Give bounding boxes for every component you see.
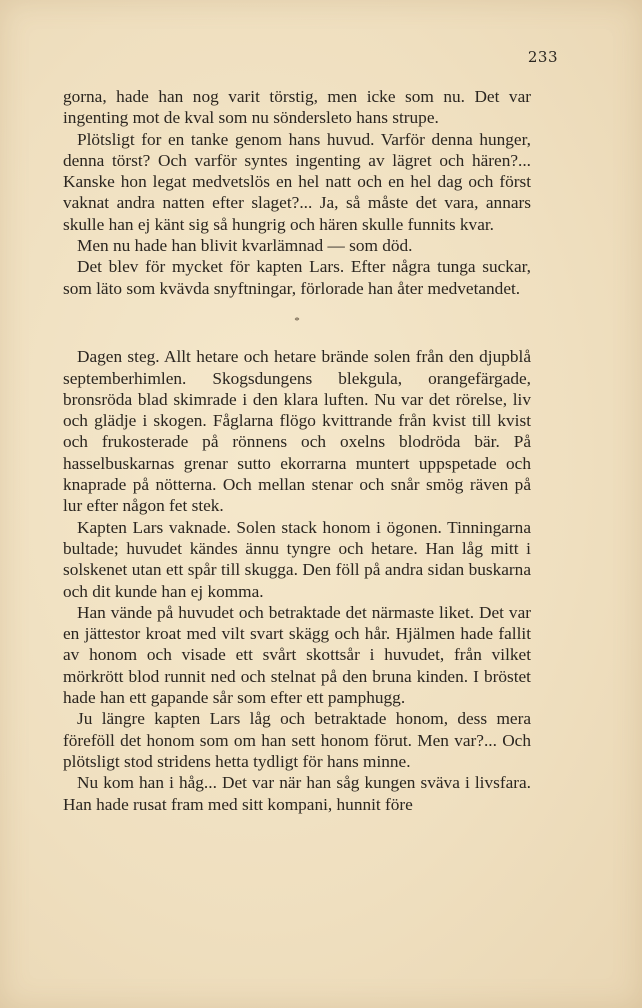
section-separator: * — [294, 314, 300, 327]
paragraph: Men nu hade han blivit kvarlämnad — som död. — [77, 236, 413, 256]
paragraph: Han vände på huvudet och betraktade det närmaste liket. Det var en jättestor kroat med vilt svart skägg och hår. Hjälmen hade fallit av honom och visade ett svårt skottsår i huvudet, från vilket mörkrött blod runnit ned och stelnat på den bruna kinden. I bröstet hade han ett gapande sår som efter ett pamphugg. — [63, 602, 531, 708]
paragraph: Ju längre kapten Lars låg och betraktade honom, dess mera föreföll det honom som om han sett honom förut. Men var?... Och plötsligt stod stridens hetta tydligt för hans minne. — [63, 709, 531, 771]
paragraph: Plötsligt for en tanke genom hans huvud. Varför denna hunger, denna törst? Och varför syntes ingenting av lägret och hären?... Kanske hon legat medvetslös en hel natt och en hel dag och först vaknat andra natten efter slaget?... Ja, så måste det vara, annars skulle han ej känt sig så hungrig och hären skulle funnits kvar. — [63, 129, 531, 234]
page-number: 233 — [527, 48, 558, 66]
paragraph: Dagen steg. Allt hetare och hetare brände solen från den djupblå septemberhimlen. Skogsdungens blekgula, orangefärgade, bronsröda blad skimrade i den klara luften. Nu var det rörelse, liv och glädje i skogen. Fåglarna flögo kvittrande från kvist till kvist och frukosterade på rönnens och oxelns blodröda bär. På hasselbuskarnas grenar sutto ekorrarna muntert uppspetade och knaprade på nötterna. Och mellan stenar och snår smög räven på lur efter någon fet stek. — [63, 347, 531, 516]
page-text — [63, 86, 531, 815]
paragraph: Nu kom han i håg... Det var när han såg kungen sväva i livsfara. Han hade rusat fram med sitt kompani, hunnit före — [63, 773, 531, 814]
paragraph: Kapten Lars vaknade. Solen stack honom i ögonen. Tinningarna bultade; huvudet kändes ännu tyngre och hetare. Han låg mitt i solskenet utan ett spår till skugga. Den föll på andra sidan buskarna och dit kunde han ej komma. — [63, 517, 531, 601]
paragraph: gorna, hade han nog varit törstig, men icke som nu. Det var ingenting mot de kval som nu söndersleto hans strupe. — [63, 87, 531, 128]
paragraph: Det blev för mycket för kapten Lars. Efter några tunga suckar, som läto som kvävda snyftningar, förlorade han åter medvetandet. — [63, 257, 531, 298]
